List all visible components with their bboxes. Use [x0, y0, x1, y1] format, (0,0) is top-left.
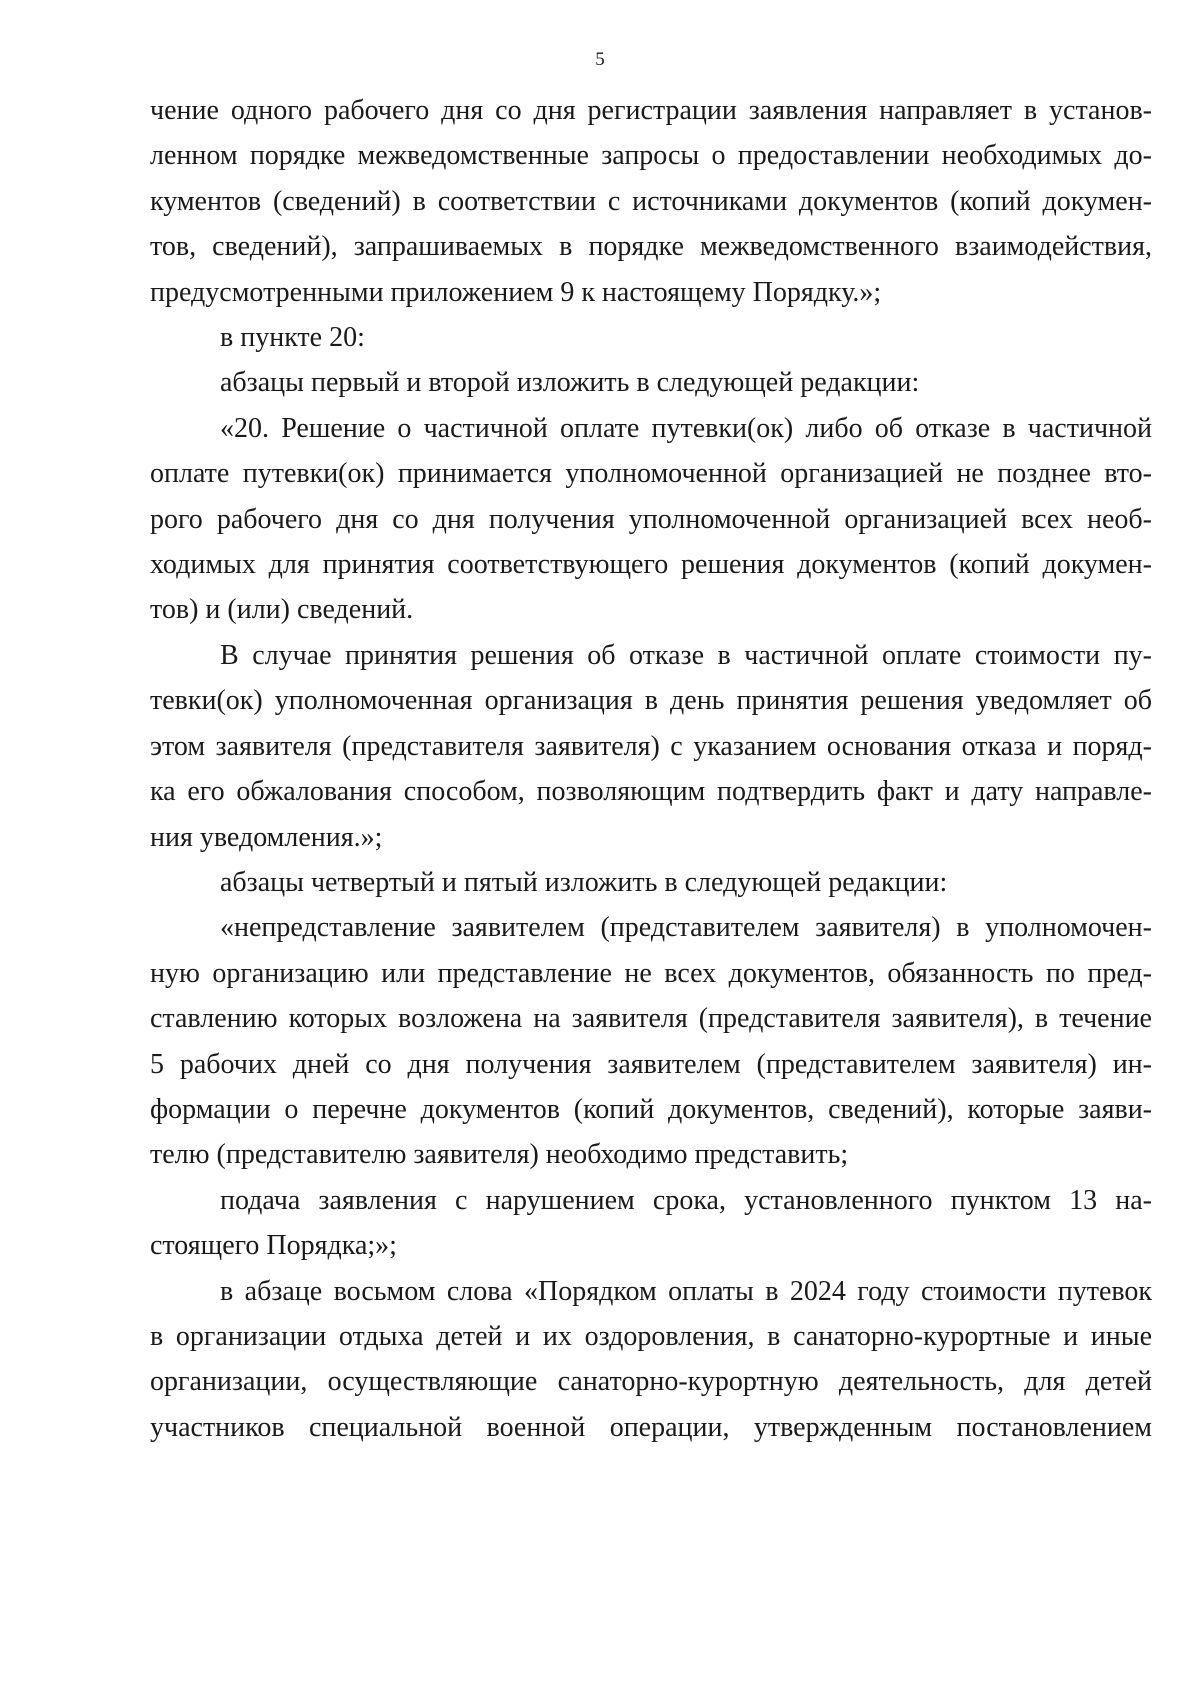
paragraph-1-line-5: предусмотренными приложением 9 к настоящему Порядку.»;: [150, 276, 882, 308]
paragraph-8-line-1: подача заявления с нарушением срока, установленного пунктом 13 на-: [220, 1184, 1152, 1216]
paragraph-7-line-3: ставлению которых возложена на заявителя (представителя заявителя), в течение: [150, 1003, 1152, 1035]
paragraph-1-line-1: чение одного рабочего дня со дня регистрации заявления направляет в установ-: [150, 95, 1152, 126]
paragraph-7-line-1: «непредставление заявителем (представителем заявителя) в уполномочен-: [220, 912, 1152, 944]
paragraph-7-line-5: формации о перечне документов (копий документов, сведений), которые заяви-: [150, 1093, 1152, 1125]
paragraph-5-line-5: ния уведомления.»;: [150, 821, 383, 853]
paragraph-5-line-1: В случае принятия решения об отказе в частичной оплате стоимости пу-: [220, 639, 1152, 671]
paragraph-9-line-2: в организации отдыха детей и их оздоровления, в санаторно-курортные и иные: [150, 1320, 1152, 1352]
paragraph-4-line-2: оплате путевки(ок) принимается уполномоченной организацией не позднее вто-: [150, 458, 1152, 490]
paragraph-5-line-2: тевки(ок) уполномоченная организация в день принятия решения уведомляет об: [150, 685, 1152, 717]
paragraph-1-line-2: ленном порядке межведомственные запросы о предоставлении необходимых до-: [150, 140, 1152, 172]
paragraph-4-line-1: «20. Решение о частичной оплате путевки(ок) либо об отказе в частичной: [220, 412, 1152, 444]
paragraph-3-line-1: абзацы первый и второй изложить в следующей редакции:: [220, 367, 920, 399]
paragraph-4-line-3: рого рабочего дня со дня получения уполномоченной организацией всех необ-: [150, 503, 1152, 535]
paragraph-9-line-4: участников специальной военной операции, утвержденным постановлением: [150, 1411, 1152, 1443]
paragraph-6-line-1: абзацы четвертый и пятый изложить в следующей редакции:: [220, 866, 948, 898]
paragraph-9-line-1: в абзаце восьмом слова «Порядком оплаты в 2024 году стоимости путевок: [220, 1275, 1152, 1307]
paragraph-7-line-2: ную организацию или представление не всех документов, обязанность по пред-: [150, 957, 1152, 989]
page-number: 5: [595, 49, 605, 70]
paragraph-7-line-6: телю (представителю заявителя) необходимо представить;: [150, 1139, 849, 1171]
paragraph-7-line-4: 5 рабочих дней со дня получения заявителем (представителем заявителя) ин-: [150, 1048, 1152, 1080]
paragraph-4-line-5: тов) и (или) сведений.: [150, 594, 414, 626]
paragraph-5-line-4: ка его обжалования способом, позволяющим подтвердить факт и дату направле-: [150, 776, 1152, 808]
paragraph-9-line-3: организации, осуществляющие санаторно-курортную деятельность, для детей: [150, 1366, 1152, 1398]
paragraph-1-line-3: кументов (сведений) в соответствии с источниками документов (копий докумен-: [150, 185, 1152, 217]
paragraph-1-line-4: тов, сведений), запрашиваемых в порядке межведомственного взаимодействия,: [150, 231, 1152, 263]
document-body: [150, 88, 1152, 1450]
paragraph-4-line-4: ходимых для принятия соответствующего решения документов (копий докумен-: [150, 549, 1152, 581]
paragraph-5-line-3: этом заявителя (представителя заявителя) с указанием основания отказа и поряд-: [150, 730, 1152, 762]
paragraph-8-line-2: стоящего Порядка;»;: [150, 1230, 397, 1262]
paragraph-2-line-1: в пункте 20:: [220, 322, 365, 354]
